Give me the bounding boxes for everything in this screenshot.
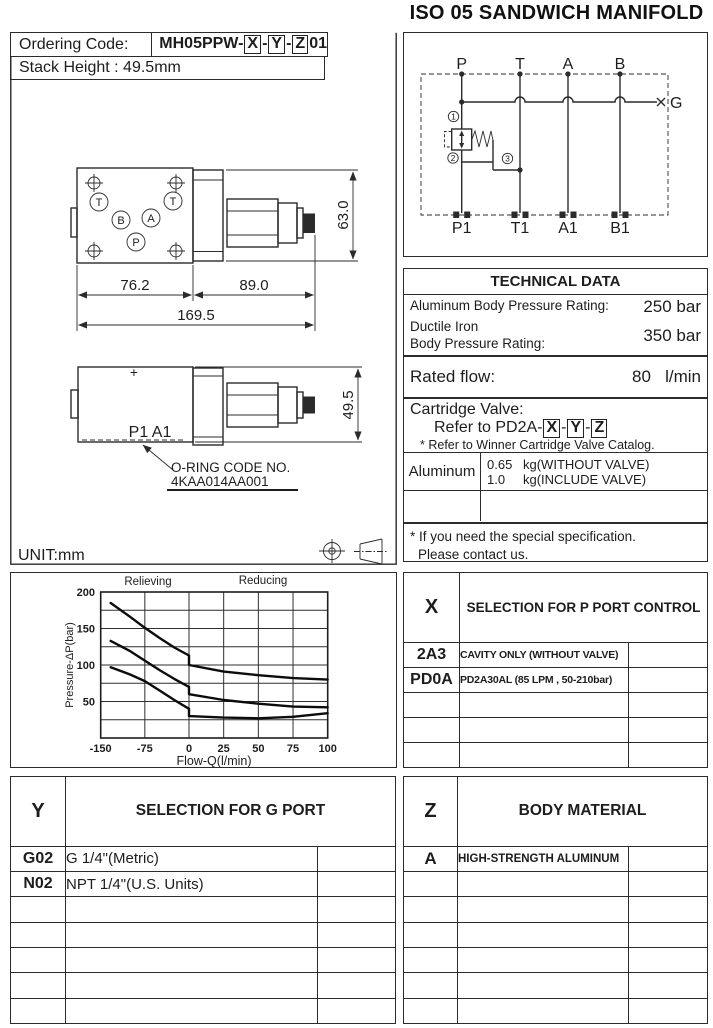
callout-numbers [448,111,513,163]
x-row-code: 2A3 [404,643,460,668]
circuit-port-p: P [456,56,468,73]
svg-text:25: 25 [217,743,230,755]
performance-chart [10,572,397,768]
table-row [404,846,708,871]
empty-cell [458,973,629,998]
technical-data-header: TECHNICAL DATA [404,269,707,295]
empty-cell [11,948,66,973]
svg-text:50: 50 [82,696,95,709]
alu-pressure-value: 250 bar [643,296,701,316]
y-table-header: SELECTION FOR G PORT [66,777,396,847]
threaded-stub-side [303,397,315,414]
circuit-port-t: T [515,56,525,73]
stack-height-row: Stack Height : 49.5mm [10,56,325,80]
port-markers [90,192,182,251]
circuit-port-a: A [562,56,574,73]
table-row [11,846,396,871]
circuit-port-b: B [614,56,626,73]
table-row [404,872,708,897]
port-p-label: P [132,237,140,249]
table-row [404,668,708,693]
side-port-labels: P1 A1 [128,424,172,441]
svg-text:-150: -150 [89,743,112,755]
empty-cell [460,693,629,718]
chart-title-relieving: Relieving [124,576,172,588]
circuit-port-t1: T1 [510,220,530,237]
empty-cell [404,491,481,521]
table-row [11,872,396,897]
empty-cell [481,491,707,521]
x-row-desc: PD2A30AL (85 LPM , 50-210bar) [460,668,629,693]
unit-label: UNIT:mm [18,547,85,564]
threaded-stub [303,214,315,234]
table-row [11,922,396,947]
cartridge-prefix: Refer to PD2A- [434,419,543,436]
empty-cell [458,922,629,947]
special-spec-note [404,524,713,564]
empty-cell [460,718,629,743]
empty-cell [318,973,396,998]
empty-cell [629,948,708,973]
weight-row-empty [404,490,707,521]
port-t-left-label: T [95,197,103,209]
weight1-text: kg(WITHOUT VALVE) [523,456,650,472]
dim-height-side: 49.5 [340,390,357,420]
empty-cell [66,998,318,1023]
weight2-num: 1.0 [487,471,506,487]
empty-cell [629,998,708,1023]
weight-material: Aluminum [404,453,481,490]
cartridge-line2 [410,419,707,438]
x-selection-table [403,572,708,768]
empty-cell [66,922,318,947]
side-view [71,365,362,490]
x-axis-label: Flow-Q(l/min) [176,754,252,768]
table-row [404,998,708,1023]
iron-label-line1: Ductile Iron [410,319,479,335]
empty-cell [318,998,396,1023]
ordering-code-label: Ordering Code: [11,33,152,56]
callout-1: 1 [451,111,456,122]
y-row-desc: G 1/4"(Metric) [66,846,318,871]
empty-cell [404,948,458,973]
circuit-port-g: G [670,95,683,112]
callout-2: 2 [450,153,456,163]
cart-sep: - [585,419,591,436]
code-sep: - [262,35,268,53]
table-row [404,743,708,768]
port-b-label: B [117,215,125,227]
ordering-code-suffix: 01 [309,35,327,53]
weight-table [404,452,707,524]
circuit-port-a1: A1 [558,220,578,237]
empty-cell [458,948,629,973]
x-row-desc: CAVITY ONLY (WITHOUT VALVE) [460,643,629,668]
y-row-desc: NPT 1/4"(U.S. Units) [66,872,318,897]
table-row [404,693,708,718]
z-table-code: Z [404,777,458,847]
alu-pressure-row [404,294,707,319]
empty-cell [404,743,460,768]
iron-pressure-value: 350 bar [643,326,701,345]
chart-tick-labels [77,587,337,755]
z-row-desc: HIGH-STRENGTH ALUMINUM [458,846,629,871]
empty-cell [318,846,396,871]
oring-note-line1: O-RING CODE NO. [171,460,291,475]
table-row [11,973,396,998]
dim-body-width: 76.2 [120,277,150,294]
oring-note-line2: 4KAA014AA001 [171,474,269,489]
table-row [404,718,708,743]
empty-cell [629,973,708,998]
plus-mark: + [130,365,138,380]
empty-cell [404,998,458,1023]
empty-cell [66,973,318,998]
iron-pressure-row [404,317,707,357]
empty-cell [11,998,66,1023]
empty-cell [629,643,708,668]
empty-cell [460,743,629,768]
weight1-num: 0.65 [487,456,513,472]
table-row [404,897,708,922]
rated-flow-label: Rated flow: [410,367,496,386]
cartridge-y: Y [567,419,584,438]
y-axis-label: Pressure-ΔP(bar) [64,622,76,708]
empty-cell [458,998,629,1023]
cart-sep: - [561,419,567,436]
flow-unit: l/min [665,367,701,386]
empty-cell [318,948,396,973]
oring-leader-arrow [143,445,173,470]
y-selection-table [10,776,396,1024]
empty-cell [629,718,708,743]
empty-cell [629,743,708,768]
empty-cell [404,897,458,922]
dim-height-top: 63.0 [335,200,352,230]
port-a-label: A [147,213,155,225]
table-header-row [404,573,708,643]
alu-pressure-label: Aluminum Body Pressure Rating: [410,298,609,314]
empty-cell [458,872,629,897]
empty-cell [318,897,396,922]
ordering-code-value [152,35,327,54]
circuit-port-b1: B1 [610,220,630,237]
cartridge-section [404,399,707,452]
cartridge-z: Z [591,419,607,438]
empty-cell [404,973,458,998]
ordering-code-z: Z [292,35,308,54]
empty-cell [11,922,66,947]
line-junctions [459,71,623,172]
rated-flow-value [632,367,701,387]
table-row [11,948,396,973]
empty-cell [458,897,629,922]
cartridge-x: X [543,419,560,438]
z-row-code: A [404,846,458,871]
z-selection-table [403,776,708,1024]
iron-label-line2: Body Pressure Rating: [410,336,546,351]
rated-flow-row [404,357,707,399]
weight-row-aluminum [404,453,707,490]
port-t-right-label: T [169,196,177,208]
empty-cell [629,872,708,897]
empty-cell [66,897,318,922]
empty-cell [404,872,458,897]
x-table-header: SELECTION FOR P PORT CONTROL [460,573,708,643]
svg-text:0: 0 [185,743,193,755]
gauge-line [462,97,657,102]
table-row [404,948,708,973]
x-table-code: X [404,573,460,643]
empty-cell [404,922,458,947]
svg-text:75: 75 [286,743,300,755]
x-row-code: PD0A [404,668,460,693]
top-view [71,168,358,331]
dim-valve-length: 89.0 [239,277,269,294]
chart-title-reducing: Reducing [238,575,288,587]
empty-cell [66,948,318,973]
svg-text:50: 50 [252,743,265,755]
empty-cell [318,922,396,947]
ordering-code-row [10,32,328,57]
empty-cell [11,973,66,998]
empty-cell [11,897,66,922]
empty-cell [629,922,708,947]
callout-3: 3 [505,153,510,164]
svg-text:150: 150 [76,623,95,636]
svg-text:200: 200 [76,587,95,599]
page-title: ISO 05 SANDWICH MANIFOLD [409,2,704,24]
dim-total-length: 169.5 [177,307,215,324]
empty-cell [629,897,708,922]
cartridge-line1: Cartridge Valve: [410,401,524,418]
flow-lines [462,74,620,213]
ordering-code-x: X [244,35,261,54]
empty-cell [318,872,396,897]
table-row [404,643,708,668]
dimensional-drawing [10,32,397,565]
circuit-port-p1: P1 [451,220,472,237]
empty-cell [629,668,708,693]
technical-data-box [403,268,708,562]
empty-cell [629,693,708,718]
code-sep: - [286,35,292,53]
flow-number: 80 [632,367,651,386]
cartridge-note: * Refer to Winner Cartridge Valve Catalog. [420,437,655,452]
svg-text:100: 100 [318,743,337,755]
table-row [404,973,708,998]
projection-symbol-icon [319,539,388,564]
hydraulic-circuit-diagram [403,32,708,257]
svg-text:100: 100 [76,660,95,672]
weight2-text: kg(INCLUDE VALVE) [523,471,647,487]
table-row [11,897,396,922]
ordering-code-prefix: MH05PPW- [159,35,244,53]
y-row-code: N02 [11,872,66,897]
table-row [404,922,708,947]
iron-pressure-label [410,319,545,353]
circuit-envelope [421,74,668,215]
note-line1: * If you need the special specification. [410,529,636,544]
empty-cell [629,846,708,871]
empty-cell [404,718,460,743]
z-table-header: BODY MATERIAL [458,777,708,847]
weight-values [481,453,707,490]
ordering-code-y: Y [268,35,285,54]
table-header-row [11,777,396,847]
empty-cell [404,693,460,718]
svg-text:-75: -75 [136,743,153,755]
y-table-code: Y [11,777,66,847]
gauge-plug-icon [657,98,665,106]
table-header-row [404,777,708,847]
note-line2: Please contact us. [418,547,529,563]
y-row-code: G02 [11,846,66,871]
table-row [11,998,396,1023]
